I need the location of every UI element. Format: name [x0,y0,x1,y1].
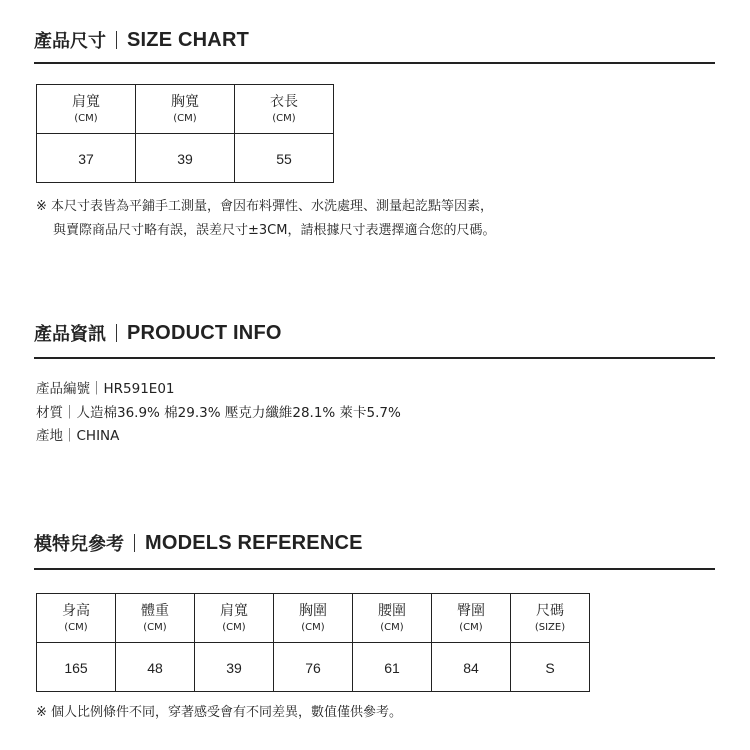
header-cell: 身高 (CM) [37,594,116,643]
models-reference-title-en: MODELS REFERENCE [145,531,363,554]
heading-separator [116,324,117,342]
note-line-1: ※ 本尺寸表皆為平鋪手工測量，會因布料彈性、水洗處理、測量起訖點等因素， [36,199,494,214]
models-reference-note [36,701,402,725]
models-reference-heading [34,530,715,556]
models-reference-title-zh: 模特兒參考 [34,534,124,555]
header-cell: 胸圍 (CM) [274,594,353,643]
note-line-2: 與賣際商品尺寸略有誤，誤差尺寸±3CM，請根據尺寸表選擇適合您的尺碼。 [53,223,496,238]
heading-separator [134,534,135,552]
value-cell: S [511,643,590,692]
models-reference-divider [34,568,715,570]
note-line-1: ※ 個人比例條件不同，穿著感受會有不同差異，數值僅供參考。 [36,705,403,720]
size-chart-heading [34,27,715,53]
heading-separator [116,31,117,49]
header-cell: 肩寬 (CM) [195,594,274,643]
header-cell: 胸寬 (CM) [136,85,235,134]
header-cell: 衣長 (CM) [235,85,334,134]
size-chart-section [34,27,715,238]
header-cell: 肩寬 (CM) [37,85,136,134]
table-header-row [37,594,590,643]
value-cell: 84 [432,643,511,692]
models-reference-section [34,530,715,720]
value-cell: 61 [353,643,432,692]
product-code: 產品編號｜HR591E01 [36,381,175,397]
value-cell: 76 [274,643,353,692]
value-cell: 39 [195,643,274,692]
product-info-list [36,378,401,449]
header-cell: 臀圍 (CM) [432,594,511,643]
product-origin: 產地｜CHINA [36,428,120,444]
product-info-section [34,320,715,444]
size-chart-divider [34,62,715,64]
value-cell: 39 [136,134,235,183]
header-cell: 腰圍 (CM) [353,594,432,643]
value-cell: 165 [37,643,116,692]
value-cell: 48 [116,643,195,692]
product-material: 材質｜人造棉36.9% 棉29.3% 壓克力纖維28.1% 萊卡5.7% [36,404,401,421]
table-row [37,134,334,183]
models-reference-table [36,593,590,692]
product-info-divider [34,357,715,359]
header-cell: 尺碼 (SIZE) [511,594,590,643]
product-info-title-en: PRODUCT INFO [127,321,282,344]
header-cell: 體重 (CM) [116,594,195,643]
size-chart-title-zh: 產品尺寸 [34,31,106,52]
size-chart-table [36,84,334,183]
size-chart-note [36,195,495,243]
table-row [37,643,590,692]
size-chart-title-en: SIZE CHART [127,28,249,51]
product-info-heading [34,320,715,346]
table-header-row [37,85,334,134]
value-cell: 55 [235,134,334,183]
product-info-title-zh: 產品資訊 [34,324,106,345]
value-cell: 37 [37,134,136,183]
